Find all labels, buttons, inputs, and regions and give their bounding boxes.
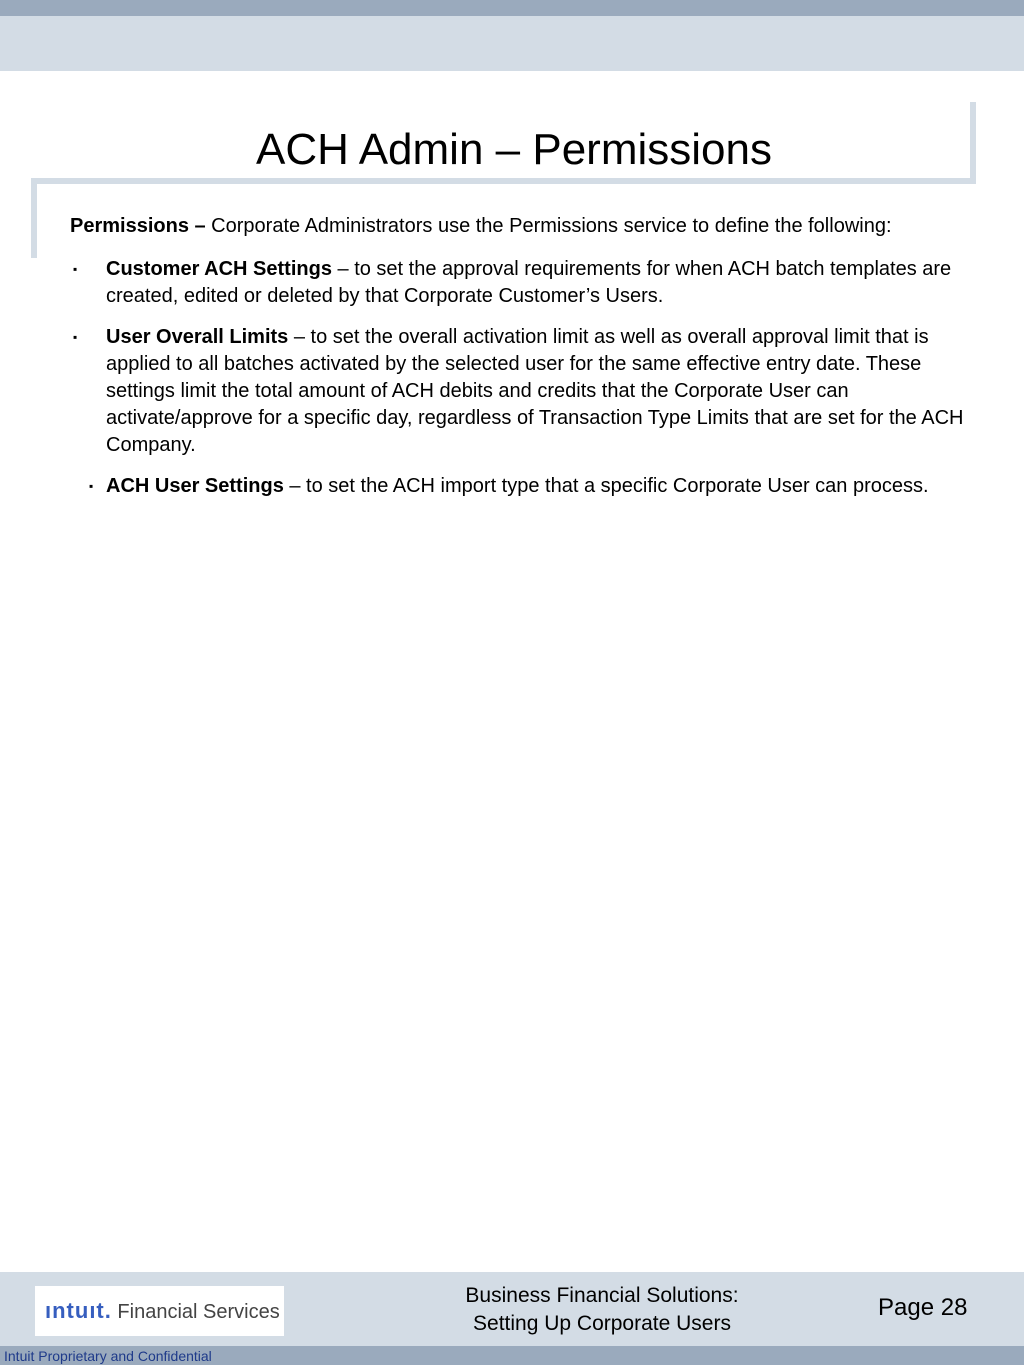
logo-subtitle: Financial Services [111,1301,280,1323]
logo-brand: ıntuıt. [45,1298,112,1323]
header-bar-light [0,16,1024,71]
footer-document-title [430,1282,774,1338]
bullet-marker: ▪ [73,262,78,276]
bullet-marker: ▪ [89,479,94,493]
bullet-heading: Customer ACH Settings [106,258,332,280]
page-title: ACH Admin – Permissions [256,125,772,174]
bullet-text: – to set the overall activation limit as well as overall approval limit that is applied to all batches activated by the selected user for the same effective entry date. These settings limit the total amount of ACH debits and credits that the Corporate User can activate/approve for a specific day, regardless of Transaction Type Limits that are set for the ACH Company. [106,326,964,456]
footer-title-line2: Setting Up Corporate Users [473,1312,731,1335]
intro-paragraph [70,213,970,240]
intro-bold: Permissions – [70,215,206,237]
bullet-text: – to set the ACH import type that a specific Corporate User can process. [283,475,929,497]
intuit-logo [35,1286,284,1336]
logo-text [45,1298,280,1325]
bullet-text: – to set the approval requirements for when ACH batch templates are created, edited or deleted by that Corporate Customer’s Users. [106,258,952,307]
confidential-notice: Intuit Proprietary and Confidential [4,1348,212,1364]
title-frame-left [31,178,37,258]
title-frame-bottom [31,178,976,184]
bullet-user-overall-limits [70,324,970,459]
intro-text: Corporate Administrators use the Permissions service to define the following: [205,215,892,237]
bullet-marker: ▪ [73,330,78,344]
slide-content [70,213,970,500]
bullet-ach-user-settings [70,473,970,500]
bullet-heading: User Overall Limits [106,326,289,348]
bullet-heading: ACH User Settings [106,475,284,497]
header-bar-dark [0,0,1024,16]
footer-title-line1: Business Financial Solutions: [465,1284,739,1307]
bullet-customer-ach-settings [70,256,970,310]
page-number: Page 28 [878,1294,968,1321]
